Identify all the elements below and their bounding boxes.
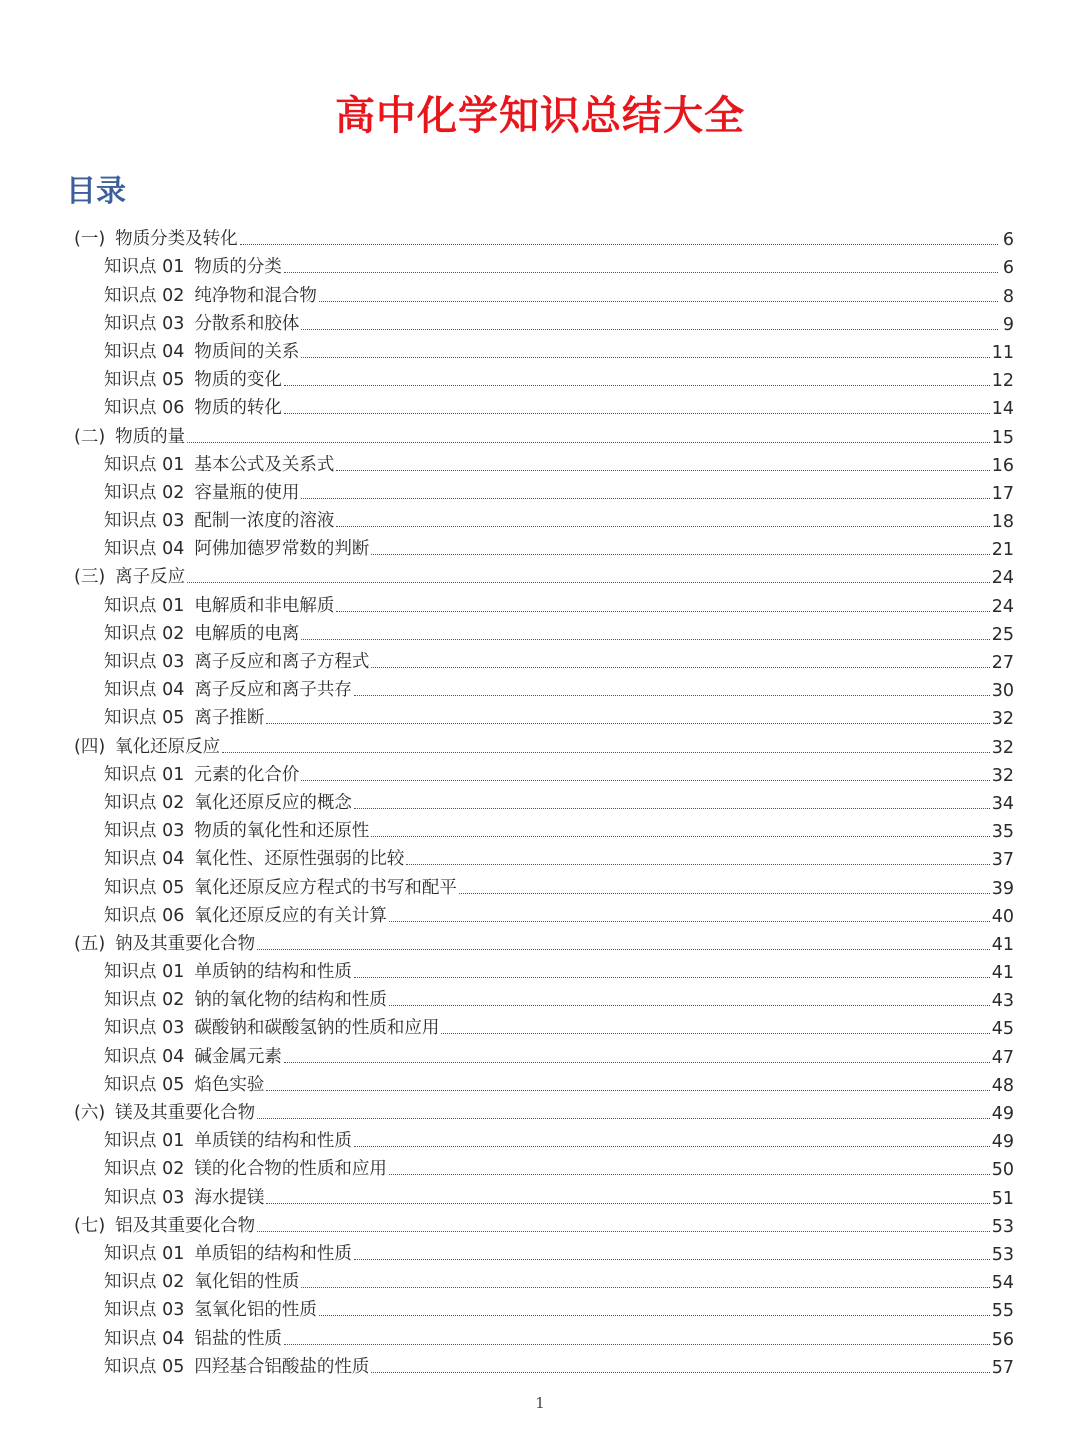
toc-page-number: 57 bbox=[991, 1357, 1014, 1378]
toc-entry-title: 纯净物和混合物 bbox=[194, 285, 317, 306]
toc-subsection-entry[interactable] bbox=[0, 1152, 1080, 1180]
dot-leader bbox=[301, 779, 989, 781]
toc-chapter-entry[interactable] bbox=[0, 1096, 1080, 1124]
toc-subsection-entry[interactable] bbox=[0, 1237, 1080, 1265]
toc-subsection-entry[interactable] bbox=[0, 842, 1080, 870]
toc-subsection-entry[interactable] bbox=[0, 278, 1080, 306]
toc-entry-number: 知识点 01 bbox=[104, 257, 185, 278]
toc-chapter-entry[interactable] bbox=[0, 927, 1080, 955]
toc-subsection-entry[interactable] bbox=[0, 758, 1080, 786]
toc-subsection-entry[interactable] bbox=[0, 673, 1080, 701]
toc-subsection-entry[interactable] bbox=[0, 1265, 1080, 1293]
toc-entry-number: 知识点 01 bbox=[104, 1243, 185, 1264]
dot-leader bbox=[257, 948, 990, 950]
toc-entry-number: 知识点 06 bbox=[104, 398, 185, 419]
dot-leader bbox=[371, 835, 989, 837]
toc-entry-number: (四) bbox=[74, 736, 106, 757]
toc-page-number: 40 bbox=[991, 906, 1014, 927]
toc-entry-number: (一) bbox=[74, 229, 106, 250]
toc-entry-number: 知识点 03 bbox=[104, 652, 185, 672]
toc-subsection-entry[interactable] bbox=[0, 617, 1080, 645]
toc-page-number: 32 bbox=[991, 737, 1014, 758]
toc-entry-title: 物质的氧化性和还原性 bbox=[194, 821, 370, 842]
dot-leader bbox=[371, 666, 989, 668]
toc-entry-number: 知识点 03 bbox=[104, 1300, 185, 1321]
dot-leader bbox=[284, 271, 998, 273]
toc-entry-title: 离子推断 bbox=[194, 708, 265, 729]
toc-entry-title: 碱金属元素 bbox=[194, 1046, 282, 1067]
toc-entry-title: 单质钠的结构和性质 bbox=[194, 962, 352, 983]
toc-entry-title: 单质铝的结构和性质 bbox=[194, 1243, 352, 1264]
toc-entry-title: 容量瓶的使用 bbox=[194, 482, 300, 503]
dot-leader bbox=[441, 1032, 989, 1034]
toc-page-number: 25 bbox=[991, 624, 1014, 645]
toc-page-number: 30 bbox=[991, 681, 1014, 702]
dot-leader bbox=[319, 1314, 990, 1316]
toc-entry-number: 知识点 04 bbox=[104, 539, 185, 560]
dot-leader bbox=[389, 1004, 990, 1006]
dot-leader bbox=[371, 553, 989, 555]
toc-page-number: 15 bbox=[991, 427, 1014, 448]
dot-leader bbox=[301, 638, 989, 640]
toc-entry-title: 四羟基合铝酸盐的性质 bbox=[194, 1356, 370, 1377]
toc-entry-title: 物质的分类 bbox=[194, 257, 282, 278]
toc-entry-number: (七) bbox=[74, 1215, 106, 1236]
toc-page-number: 32 bbox=[991, 765, 1014, 786]
toc-entry-title: 镁的化合物的性质和应用 bbox=[194, 1159, 387, 1180]
dot-leader bbox=[354, 1258, 990, 1260]
toc-entry-number: 知识点 03 bbox=[104, 511, 185, 532]
toc-entry-title: 海水提镁 bbox=[194, 1187, 265, 1208]
dot-leader bbox=[336, 610, 989, 612]
toc-subsection-entry[interactable] bbox=[0, 335, 1080, 363]
toc-page-number: 17 bbox=[991, 483, 1014, 504]
toc-entry-title: 电解质的电离 bbox=[194, 623, 300, 644]
toc-entry-number: 知识点 01 bbox=[104, 1131, 185, 1152]
toc-page-number: 49 bbox=[991, 1132, 1014, 1153]
toc-entry-number: 知识点 01 bbox=[104, 764, 185, 785]
toc-page-number: 45 bbox=[991, 1019, 1014, 1040]
toc-entry-number: 知识点 05 bbox=[104, 1074, 185, 1095]
toc-page-number: 51 bbox=[991, 1188, 1014, 1209]
toc-subsection-entry[interactable] bbox=[0, 1124, 1080, 1152]
toc-entry-number: 知识点 03 bbox=[104, 821, 185, 842]
toc-subsection-entry[interactable] bbox=[0, 1039, 1080, 1067]
toc-entry-number: 知识点 04 bbox=[104, 341, 185, 362]
toc-entry-number: 知识点 06 bbox=[104, 905, 185, 926]
dot-leader bbox=[301, 1286, 989, 1288]
toc-entry-title: 离子反应和离子方程式 bbox=[194, 652, 370, 672]
toc-page-number: 39 bbox=[991, 878, 1014, 899]
toc-subsection-entry[interactable] bbox=[0, 983, 1080, 1011]
toc-page-number: 11 bbox=[991, 342, 1014, 363]
dot-leader bbox=[266, 1089, 989, 1091]
dot-leader bbox=[354, 976, 990, 978]
toc-subsection-entry[interactable] bbox=[0, 955, 1080, 983]
toc-entry-title: 离子反应和离子共存 bbox=[194, 680, 352, 701]
dot-leader bbox=[354, 807, 990, 809]
toc-entry-number: 知识点 02 bbox=[104, 623, 185, 644]
toc-entry-number: 知识点 03 bbox=[104, 313, 185, 334]
dot-leader bbox=[336, 469, 989, 471]
toc-entry-title: 氢氧化铝的性质 bbox=[194, 1300, 317, 1321]
toc-entry-title: 电解质和非电解质 bbox=[194, 595, 335, 616]
toc-page-number: 12 bbox=[991, 371, 1014, 392]
toc-entry-number: 知识点 04 bbox=[104, 1328, 185, 1349]
dot-leader bbox=[284, 412, 990, 414]
toc-entry-title: 分散系和胶体 bbox=[194, 313, 300, 334]
dot-leader bbox=[257, 1230, 990, 1232]
toc-subsection-entry[interactable] bbox=[0, 363, 1080, 391]
toc-page-number: 53 bbox=[991, 1216, 1014, 1237]
dot-leader bbox=[187, 581, 990, 583]
toc-chapter-entry[interactable] bbox=[0, 1209, 1080, 1237]
toc-subsection-entry[interactable] bbox=[0, 1321, 1080, 1349]
toc-chapter-entry[interactable] bbox=[0, 729, 1080, 757]
toc-subsection-entry[interactable] bbox=[0, 870, 1080, 898]
dot-leader bbox=[336, 525, 989, 527]
dot-leader bbox=[266, 722, 989, 724]
toc-page-number: 54 bbox=[991, 1273, 1014, 1294]
toc-entry-number: (六) bbox=[74, 1103, 106, 1123]
toc-entry-number: 知识点 01 bbox=[104, 595, 185, 616]
toc-page-number: 32 bbox=[991, 709, 1014, 730]
toc-page-number: 8 bbox=[1002, 286, 1014, 307]
toc-subsection-entry[interactable] bbox=[0, 448, 1080, 476]
toc-entry-title: 氧化还原反应的概念 bbox=[194, 792, 352, 813]
toc-entry-number: 知识点 05 bbox=[104, 1356, 185, 1377]
toc-page-number: 18 bbox=[991, 512, 1014, 533]
toc-page-number: 14 bbox=[991, 399, 1014, 420]
dot-leader bbox=[301, 356, 989, 358]
toc-entry-number: 知识点 02 bbox=[104, 285, 185, 306]
toc-entry-number: 知识点 03 bbox=[104, 1018, 185, 1039]
toc-entry-title: 铝盐的性质 bbox=[194, 1328, 282, 1349]
toc-subsection-entry[interactable] bbox=[0, 391, 1080, 419]
toc-entry-title: 钠的氧化物的结构和性质 bbox=[194, 990, 387, 1011]
toc-subsection-entry[interactable] bbox=[0, 504, 1080, 532]
dot-leader bbox=[222, 751, 990, 753]
toc-entry-title: 氧化还原反应方程式的书写和配平 bbox=[194, 877, 457, 898]
toc-page-number: 53 bbox=[991, 1244, 1014, 1265]
toc-entry-number: 知识点 02 bbox=[104, 482, 185, 503]
toc-entry-number: (三) bbox=[74, 567, 106, 588]
dot-leader bbox=[187, 441, 990, 443]
toc-entry-number: 知识点 04 bbox=[104, 849, 185, 870]
toc-entry-title: 物质分类及转化 bbox=[115, 229, 238, 250]
dot-leader bbox=[389, 1173, 990, 1175]
dot-leader bbox=[240, 243, 998, 245]
toc-heading: 目录 bbox=[66, 174, 126, 209]
toc-page-number: 6 bbox=[1002, 230, 1014, 251]
toc-entry-title: 氧化还原反应的有关计算 bbox=[194, 905, 387, 926]
toc-entry-title: 物质间的关系 bbox=[194, 341, 300, 362]
toc-page-number: 27 bbox=[991, 653, 1014, 673]
toc-page-number: 37 bbox=[991, 850, 1014, 871]
toc-chapter-entry[interactable] bbox=[0, 222, 1080, 250]
toc-subsection-entry[interactable] bbox=[0, 307, 1080, 335]
toc-entry-title: 镁及其重要化合物 bbox=[115, 1103, 256, 1123]
toc-entry-title: 碳酸钠和碳酸氢钠的性质和应用 bbox=[194, 1018, 440, 1039]
toc-entry-title: 钠及其重要化合物 bbox=[115, 933, 256, 954]
dot-leader bbox=[257, 1117, 990, 1119]
dot-leader bbox=[459, 892, 990, 894]
toc-entry-title: 离子反应 bbox=[115, 567, 186, 588]
toc-subsection-entry[interactable] bbox=[0, 532, 1080, 560]
toc-page-number: 43 bbox=[991, 991, 1014, 1012]
toc-entry-title: 氧化还原反应 bbox=[115, 736, 221, 757]
toc-entry-number: 知识点 02 bbox=[104, 1272, 185, 1293]
toc-subsection-entry[interactable] bbox=[0, 645, 1080, 673]
dot-leader bbox=[406, 863, 989, 865]
toc-page-number: 41 bbox=[991, 963, 1014, 984]
toc-page-number: 55 bbox=[991, 1301, 1014, 1322]
dot-leader bbox=[371, 1371, 989, 1373]
toc-entry-title: 物质的变化 bbox=[194, 370, 282, 391]
page-number: 1 bbox=[535, 1394, 545, 1412]
toc-page-number: 35 bbox=[991, 822, 1014, 843]
toc-entry-title: 铝及其重要化合物 bbox=[115, 1215, 256, 1236]
toc-entry-number: 知识点 01 bbox=[104, 454, 185, 475]
toc-page-number: 41 bbox=[991, 934, 1014, 955]
dot-leader bbox=[319, 300, 998, 302]
toc-chapter-entry[interactable] bbox=[0, 419, 1080, 447]
toc-entry-title: 物质的转化 bbox=[194, 398, 282, 419]
toc-page-number: 50 bbox=[991, 1160, 1014, 1181]
toc-subsection-entry[interactable] bbox=[0, 899, 1080, 927]
dot-leader bbox=[354, 694, 990, 696]
toc-entry-number: 知识点 05 bbox=[104, 877, 185, 898]
dot-leader bbox=[284, 1061, 990, 1063]
toc-entry-title: 基本公式及关系式 bbox=[194, 454, 335, 475]
table-of-contents bbox=[0, 222, 1080, 1378]
toc-page-number: 49 bbox=[991, 1104, 1014, 1124]
toc-entry-number: 知识点 05 bbox=[104, 708, 185, 729]
toc-entry-number: (二) bbox=[74, 426, 106, 447]
toc-chapter-entry[interactable] bbox=[0, 560, 1080, 588]
toc-entry-title: 物质的量 bbox=[115, 426, 186, 447]
toc-entry-title: 氧化铝的性质 bbox=[194, 1272, 300, 1293]
toc-entry-title: 氧化性、还原性强弱的比较 bbox=[194, 849, 405, 870]
dot-leader bbox=[389, 920, 990, 922]
dot-leader bbox=[301, 497, 989, 499]
toc-entry-number: 知识点 04 bbox=[104, 1046, 185, 1067]
dot-leader bbox=[284, 1343, 990, 1345]
toc-entry-number: 知识点 02 bbox=[104, 792, 185, 813]
toc-page-number: 24 bbox=[991, 596, 1014, 617]
toc-subsection-entry[interactable] bbox=[0, 476, 1080, 504]
toc-entry-title: 焰色实验 bbox=[194, 1074, 265, 1095]
dot-leader bbox=[354, 1145, 990, 1147]
toc-subsection-entry[interactable] bbox=[0, 1068, 1080, 1096]
toc-page-number: 6 bbox=[1002, 258, 1014, 279]
toc-entry-number: 知识点 02 bbox=[104, 1159, 185, 1180]
toc-subsection-entry[interactable] bbox=[0, 588, 1080, 616]
toc-page-number: 24 bbox=[991, 568, 1014, 589]
toc-subsection-entry[interactable] bbox=[0, 1011, 1080, 1039]
toc-entry-number: 知识点 01 bbox=[104, 962, 185, 983]
toc-page-number: 9 bbox=[1002, 314, 1014, 335]
toc-page-number: 34 bbox=[991, 793, 1014, 814]
toc-entry-title: 单质镁的结构和性质 bbox=[194, 1131, 352, 1152]
dot-leader bbox=[301, 328, 998, 330]
toc-subsection-entry[interactable] bbox=[0, 814, 1080, 842]
toc-entry-title: 元素的化合价 bbox=[194, 764, 300, 785]
toc-entry-title: 配制一浓度的溶液 bbox=[194, 511, 335, 532]
dot-leader bbox=[266, 1202, 989, 1204]
toc-page-number: 21 bbox=[991, 540, 1014, 561]
toc-entry-number: (五) bbox=[74, 933, 106, 954]
toc-subsection-entry[interactable] bbox=[0, 1293, 1080, 1321]
toc-subsection-entry[interactable] bbox=[0, 250, 1080, 278]
toc-subsection-entry[interactable] bbox=[0, 786, 1080, 814]
toc-page-number: 56 bbox=[991, 1329, 1014, 1350]
toc-entry-title: 阿佛加德罗常数的判断 bbox=[194, 539, 370, 560]
toc-entry-number: 知识点 02 bbox=[104, 990, 185, 1011]
toc-page-number: 47 bbox=[991, 1047, 1014, 1068]
toc-entry-number: 知识点 03 bbox=[104, 1187, 185, 1208]
toc-entry-number: 知识点 05 bbox=[104, 370, 185, 391]
toc-page-number: 48 bbox=[991, 1075, 1014, 1096]
toc-subsection-entry[interactable] bbox=[0, 701, 1080, 729]
toc-entry-number: 知识点 04 bbox=[104, 680, 185, 701]
page-title: 高中化学知识总结大全 bbox=[335, 93, 745, 139]
toc-subsection-entry[interactable] bbox=[0, 1350, 1080, 1378]
toc-subsection-entry[interactable] bbox=[0, 1180, 1080, 1208]
dot-leader bbox=[284, 384, 990, 386]
toc-page-number: 16 bbox=[991, 455, 1014, 476]
